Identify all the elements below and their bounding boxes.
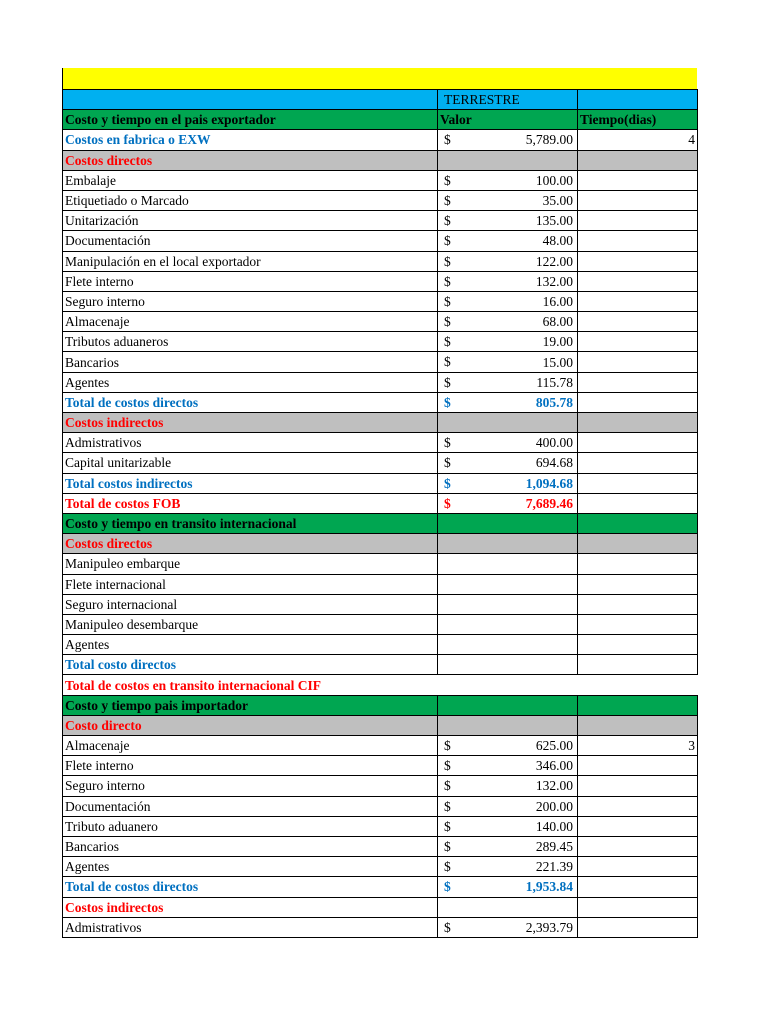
empty-cell[interactable]	[438, 554, 578, 574]
value-cell[interactable]	[438, 392, 578, 412]
empty-cell[interactable]	[438, 715, 578, 735]
empty-cell[interactable]	[438, 534, 578, 554]
mode-header-row	[63, 90, 698, 110]
table-row	[63, 635, 698, 655]
table-row	[63, 796, 698, 816]
empty-cell[interactable]	[578, 372, 698, 392]
table-row	[63, 816, 698, 836]
fob-total-row	[63, 493, 698, 513]
amount: 16.00	[542, 293, 573, 309]
section-title[interactable]: Costo y tiempo en el pais exportador	[63, 110, 438, 130]
value-cell[interactable]	[438, 231, 578, 251]
subsection-title[interactable]: Costo directo	[63, 715, 438, 735]
row-label[interactable]: Manipuleo desembarque	[63, 614, 438, 634]
empty-cell[interactable]	[578, 554, 698, 574]
exw-row	[63, 130, 698, 150]
subsection-title[interactable]: Costos indirectos	[63, 897, 438, 917]
empty-cell[interactable]	[578, 614, 698, 634]
total-label[interactable]: Total de costos directos	[63, 392, 438, 412]
table-row	[63, 251, 698, 271]
table-row	[63, 574, 698, 594]
amount: 48.00	[542, 233, 573, 249]
cif-total-row	[63, 675, 698, 695]
empty-cell[interactable]	[578, 715, 698, 735]
subsection-row	[63, 534, 698, 554]
table-row	[63, 190, 698, 210]
currency-symbol: $	[444, 172, 451, 188]
empty-cell[interactable]	[578, 231, 698, 251]
empty-cell[interactable]	[438, 513, 578, 533]
subsection-row	[63, 897, 698, 917]
total-label[interactable]: Total de costos FOB	[63, 493, 438, 513]
amount: 346.00	[535, 758, 573, 774]
table-row	[63, 372, 698, 392]
total-label[interactable]: Total de costos directos	[63, 877, 438, 897]
currency-symbol: $	[444, 838, 451, 854]
row-label[interactable]: Admistrativos	[63, 917, 438, 937]
row-label[interactable]: Agentes	[63, 635, 438, 655]
value-cell[interactable]	[438, 877, 578, 897]
empty-cell[interactable]	[578, 493, 698, 513]
currency-symbol: $	[444, 738, 451, 753]
table-row	[63, 917, 698, 937]
mode-label[interactable]: TERRESTRE	[438, 90, 578, 110]
empty-cell[interactable]	[578, 574, 698, 594]
currency-symbol: $	[444, 293, 451, 309]
table-row	[63, 170, 698, 190]
value-cell[interactable]	[438, 291, 578, 311]
row-label[interactable]: Tributos aduaneros	[63, 332, 438, 352]
row-label[interactable]: Manipulación en el local exportador	[63, 251, 438, 271]
currency-symbol: $	[444, 495, 451, 511]
row-label[interactable]: Flete interno	[63, 271, 438, 291]
row-label[interactable]: Bancarios	[63, 352, 438, 372]
currency-symbol: $	[444, 859, 451, 875]
subsection-title[interactable]: Costos indirectos	[63, 413, 438, 433]
empty-cell[interactable]	[438, 695, 578, 715]
section-header-importer	[63, 695, 698, 715]
currency-symbol: $	[444, 314, 451, 330]
empty-cell[interactable]	[438, 413, 578, 433]
value-cell[interactable]	[438, 170, 578, 190]
exw-value-cell[interactable]	[438, 130, 578, 150]
table-row	[63, 453, 698, 473]
currency-symbol: $	[444, 354, 451, 370]
empty-cell[interactable]	[578, 594, 698, 614]
currency-symbol: $	[444, 455, 451, 471]
row-label[interactable]: Seguro interno	[63, 776, 438, 796]
empty-cell[interactable]	[578, 836, 698, 856]
row-label[interactable]: Seguro internacional	[63, 594, 438, 614]
table-row	[63, 756, 698, 776]
section-header-transit	[63, 513, 698, 533]
empty-cell[interactable]	[578, 917, 698, 937]
row-label[interactable]: Manipuleo embarque	[63, 554, 438, 574]
amount: 140.00	[535, 818, 573, 834]
value-cell[interactable]	[438, 190, 578, 210]
column-header-value[interactable]: Valor	[438, 110, 578, 130]
days-cell[interactable]: 3	[578, 736, 698, 756]
exw-label[interactable]: Costos en fabrica o EXW	[63, 130, 438, 150]
yellow-banner-row	[62, 68, 697, 89]
empty-cell[interactable]	[578, 271, 698, 291]
empty-cell[interactable]	[438, 574, 578, 594]
row-label[interactable]: Flete internacional	[63, 574, 438, 594]
empty-cell[interactable]	[578, 857, 698, 877]
currency-symbol: $	[444, 334, 451, 350]
currency-symbol: $	[444, 919, 451, 935]
value-cell[interactable]	[438, 372, 578, 392]
empty-cell[interactable]	[578, 897, 698, 917]
table-row	[63, 554, 698, 574]
value-cell[interactable]	[438, 352, 578, 372]
table-row	[63, 614, 698, 634]
value-cell[interactable]	[438, 493, 578, 513]
empty-cell[interactable]	[578, 291, 698, 311]
value-cell[interactable]	[438, 917, 578, 937]
table-row	[63, 736, 698, 756]
amount: 1,953.84	[525, 879, 573, 895]
empty-cell[interactable]	[578, 332, 698, 352]
row-label[interactable]: Admistrativos	[63, 433, 438, 453]
value-cell[interactable]	[438, 211, 578, 231]
empty-cell[interactable]	[438, 655, 578, 675]
row-label[interactable]: Agentes	[63, 372, 438, 392]
currency-symbol: $	[444, 435, 451, 451]
empty-cell[interactable]	[438, 614, 578, 634]
amount: 200.00	[535, 798, 573, 814]
row-label[interactable]: Documentación	[63, 231, 438, 251]
table-row	[63, 211, 698, 231]
total-label[interactable]: Total de costos en transito internacional CIF	[63, 675, 698, 695]
amount: 221.39	[535, 859, 573, 875]
row-label[interactable]: Almacenaje	[63, 312, 438, 332]
total-row	[63, 473, 698, 493]
amount: 1,094.68	[525, 475, 573, 491]
currency-symbol: $	[444, 374, 451, 390]
subsection-row	[63, 413, 698, 433]
row-label[interactable]: Seguro interno	[63, 291, 438, 311]
empty-cell[interactable]	[438, 594, 578, 614]
empty-cell[interactable]	[578, 816, 698, 836]
column-header-time[interactable]: Tiempo(dias)	[578, 110, 698, 130]
amount: 115.78	[536, 374, 573, 390]
section-title[interactable]: Costo y tiempo pais importador	[63, 695, 438, 715]
table-row	[63, 312, 698, 332]
empty-cell[interactable]	[578, 392, 698, 412]
subsection-row	[63, 150, 698, 170]
total-label[interactable]: Total costo directos	[63, 655, 438, 675]
amount: 289.45	[535, 839, 573, 855]
empty-cell[interactable]	[578, 655, 698, 675]
currency-symbol: $	[444, 758, 451, 774]
currency-symbol: $	[444, 253, 451, 269]
section-title[interactable]: Costo y tiempo en transito internacional	[63, 513, 438, 533]
empty-cell[interactable]	[578, 170, 698, 190]
cost-spreadsheet	[62, 68, 697, 938]
amount: 805.78	[535, 394, 573, 410]
empty-cell[interactable]	[578, 776, 698, 796]
table-row	[63, 433, 698, 453]
currency-symbol: $	[444, 778, 451, 794]
total-row	[63, 392, 698, 412]
table-row	[63, 271, 698, 291]
empty-cell[interactable]	[578, 534, 698, 554]
row-label[interactable]: Almacenaje	[63, 736, 438, 756]
cost-table	[62, 89, 698, 938]
subsection-row	[63, 715, 698, 735]
currency-symbol: $	[444, 132, 451, 148]
exw-days[interactable]: 4	[578, 130, 698, 150]
table-row	[63, 291, 698, 311]
amount: 694.68	[535, 455, 573, 471]
value-cell[interactable]	[438, 332, 578, 352]
value-cell[interactable]	[438, 836, 578, 856]
currency-symbol: $	[444, 818, 451, 834]
currency-symbol: $	[444, 273, 451, 289]
amount: 7,689.46	[525, 495, 573, 511]
empty-cell[interactable]	[578, 352, 698, 372]
empty-cell[interactable]	[578, 796, 698, 816]
total-label[interactable]: Total costos indirectos	[63, 473, 438, 493]
currency-symbol: $	[444, 394, 451, 410]
subsection-title[interactable]: Costos directos	[63, 150, 438, 170]
amount: 135.00	[535, 213, 573, 229]
currency-symbol: $	[444, 213, 451, 229]
table-row	[63, 836, 698, 856]
row-label[interactable]: Etiquetiado o Marcado	[63, 190, 438, 210]
row-label[interactable]: Embalaje	[63, 170, 438, 190]
row-label[interactable]: Agentes	[63, 857, 438, 877]
empty-cell[interactable]	[578, 756, 698, 776]
subsection-title[interactable]: Costos directos	[63, 534, 438, 554]
empty-cell[interactable]	[578, 635, 698, 655]
amount: 68.00	[542, 314, 573, 330]
value-cell[interactable]	[438, 776, 578, 796]
currency-symbol: $	[444, 879, 451, 895]
empty-cell[interactable]	[438, 635, 578, 655]
empty-cell[interactable]	[578, 513, 698, 533]
empty-cell[interactable]	[578, 413, 698, 433]
row-label[interactable]: Flete interno	[63, 756, 438, 776]
amount: 5,789.00	[525, 132, 573, 148]
value-cell[interactable]	[438, 251, 578, 271]
empty-cell[interactable]	[578, 312, 698, 332]
currency-symbol: $	[444, 233, 451, 249]
table-row	[63, 594, 698, 614]
amount: 2,393.79	[525, 919, 573, 935]
amount: 132.00	[535, 778, 573, 794]
amount: 122.00	[535, 253, 573, 269]
table-row	[63, 231, 698, 251]
value-cell[interactable]	[438, 473, 578, 493]
value-cell[interactable]	[438, 312, 578, 332]
table-row	[63, 776, 698, 796]
empty-cell[interactable]	[438, 897, 578, 917]
row-label[interactable]: Bancarios	[63, 836, 438, 856]
value-cell[interactable]	[438, 857, 578, 877]
empty-cell[interactable]	[578, 695, 698, 715]
empty-cell[interactable]	[578, 190, 698, 210]
row-label[interactable]: Capital unitarizable	[63, 453, 438, 473]
empty-cell[interactable]	[578, 211, 698, 231]
empty-cell[interactable]	[578, 473, 698, 493]
value-cell[interactable]	[438, 433, 578, 453]
row-label[interactable]: Tributo aduanero	[63, 816, 438, 836]
currency-symbol: $	[444, 798, 451, 814]
value-cell[interactable]	[438, 816, 578, 836]
value-cell[interactable]	[438, 736, 578, 756]
row-label[interactable]: Documentación	[63, 796, 438, 816]
amount: 15.00	[542, 354, 573, 370]
table-row	[63, 332, 698, 352]
amount: 132.00	[535, 273, 573, 289]
section-header-exporter	[63, 110, 698, 130]
row-label[interactable]: Unitarización	[63, 211, 438, 231]
empty-cell[interactable]	[578, 453, 698, 473]
table-row	[63, 352, 698, 372]
currency-symbol: $	[444, 475, 451, 491]
currency-symbol: $	[444, 192, 451, 208]
value-cell[interactable]	[438, 796, 578, 816]
value-cell[interactable]	[438, 271, 578, 291]
amount: 35.00	[542, 193, 573, 209]
amount: 100.00	[535, 172, 573, 188]
amount: 400.00	[535, 435, 573, 451]
empty-cell[interactable]	[578, 251, 698, 271]
empty-cell[interactable]	[578, 877, 698, 897]
table-row	[63, 857, 698, 877]
value-cell[interactable]	[438, 453, 578, 473]
total-row	[63, 877, 698, 897]
value-cell[interactable]	[438, 756, 578, 776]
amount: 19.00	[542, 334, 573, 350]
amount: 625.00	[535, 738, 573, 754]
total-row	[63, 655, 698, 675]
empty-cell[interactable]	[578, 433, 698, 453]
